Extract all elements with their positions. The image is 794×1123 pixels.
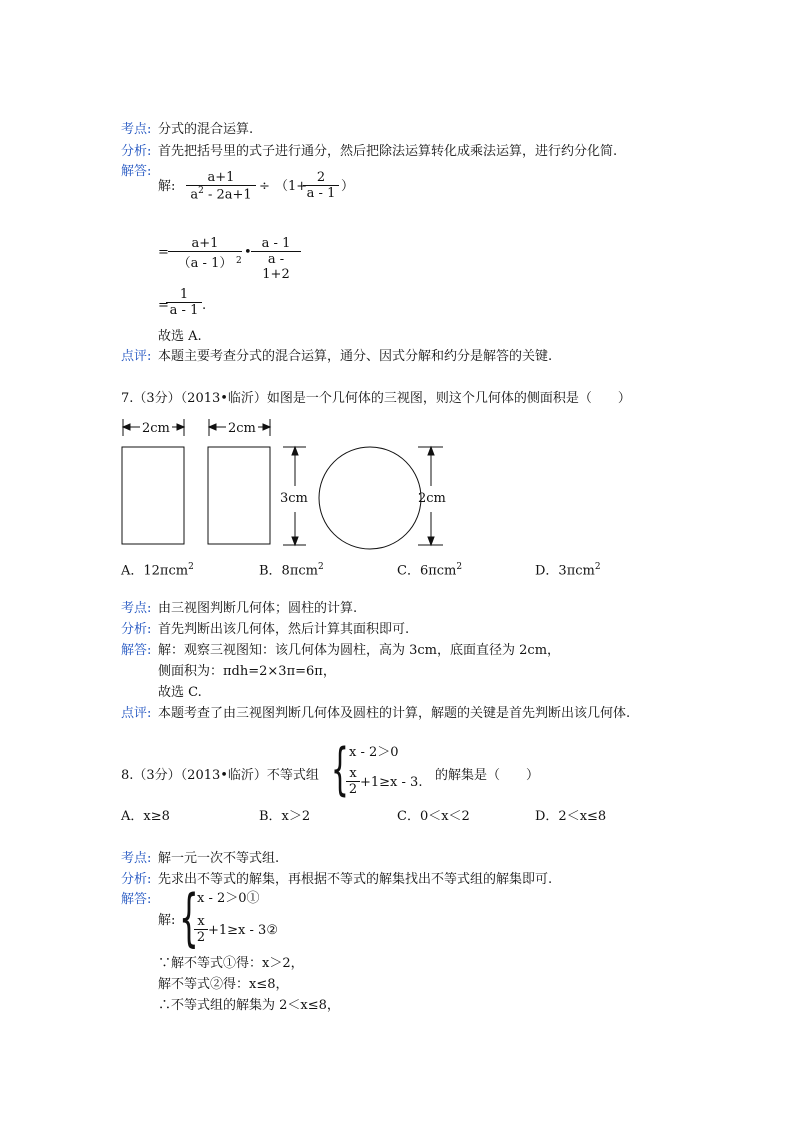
dim-label-3: 3cm bbox=[280, 491, 308, 506]
fenxi-text: 首先判断出该几何体，然后计算其面积即可. bbox=[158, 622, 410, 637]
q8-stem-post: 的解集是（ ） bbox=[435, 768, 540, 783]
jieda-label: 解答: bbox=[121, 643, 152, 658]
q7-option-b: B．8πcm$^2$ bbox=[259, 562, 324, 579]
kaodian-text: 解一元一次不等式组. bbox=[158, 851, 280, 866]
fenxi-text: 首先把括号里的式子进行通分，然后把除法运算转化成乘法运算，进行约分化简. bbox=[158, 144, 618, 159]
q8-option-c: C．0＜x＜2 bbox=[397, 809, 470, 824]
fraction-2: $\frac{2}{a - 1}$ bbox=[303, 170, 339, 201]
q8-sol-ineq-1: x - 2＞0① bbox=[197, 891, 260, 906]
paren-close: ） bbox=[341, 179, 355, 194]
dianping-text: 本题主要考查分式的混合运算，通分、因式分解和约分是解答的关键. bbox=[158, 349, 553, 364]
kaodian-label: 考点: bbox=[121, 851, 152, 866]
fraction-5: $\frac{1}{a - 1}$ bbox=[166, 287, 202, 318]
q8-option-a: A．x≥8 bbox=[121, 809, 170, 824]
fenxi-label: 分析: bbox=[121, 622, 152, 637]
q8-stem-pre: 8.（3分）（2013•临沂）不等式组 bbox=[121, 768, 319, 783]
q7-solution-line-1: 解：观察三视图知：该几何体为圆柱，高为 3cm，底面直径为 2cm， bbox=[158, 643, 561, 658]
q8-option-d: D．2＜x≤8 bbox=[535, 809, 607, 824]
q8-ineq-2-rest: +1≥x - 3. bbox=[360, 775, 423, 790]
q7-option-d: D．3πcm$^2$ bbox=[535, 562, 601, 579]
dianping-label: 点评: bbox=[121, 706, 152, 721]
choose-answer: 故选 A. bbox=[158, 329, 202, 344]
fraction-1-den: $a^2 - 2a+1$ bbox=[186, 185, 256, 202]
top-view-circle bbox=[319, 447, 421, 549]
dianping-label: 点评: bbox=[121, 349, 152, 364]
divide-sign: ÷ bbox=[259, 179, 270, 194]
dim-label-2: 2cm bbox=[228, 421, 256, 436]
left-brace: { bbox=[179, 881, 199, 954]
dim-label-1: 2cm bbox=[142, 421, 170, 436]
q8-option-b: B．x＞2 bbox=[259, 809, 311, 824]
q7-option-c: C．6πcm$^2$ bbox=[397, 562, 463, 579]
kaodian-text: 由三视图判断几何体；圆柱的计算. bbox=[158, 601, 358, 616]
q7-option-a: A．12πcm$^2$ bbox=[121, 562, 194, 579]
fenxi-label: 分析: bbox=[121, 144, 152, 159]
dianping-text: 本题考查了由三视图判断几何体及圆柱的计算，解题的关键是首先判断出该几何体. bbox=[158, 706, 631, 721]
q7-stem: 7.（3分）（2013•临沂）如图是一个几何体的三视图，则这个几何体的侧面积是（ ） bbox=[121, 391, 631, 406]
q7-solution-line-3: 故选 C. bbox=[158, 685, 202, 700]
jie-label: 解: bbox=[158, 913, 176, 928]
equals-1: = bbox=[158, 245, 169, 260]
fraction-1-num: a+1 bbox=[207, 170, 235, 185]
q8-solution-line-3: ∴不等式组的解集为 2＜x≤8， bbox=[158, 998, 340, 1013]
fenxi-text: 先求出不等式的解集，再根据不等式的解集找出不等式组的解集即可. bbox=[158, 872, 553, 887]
fraction-3: $\frac{a+1}{(a - 1)}$ bbox=[168, 236, 242, 271]
q8-solution-line-1: ∵解不等式①得：x＞2， bbox=[158, 956, 304, 971]
q8-ineq-1: x - 2＞0 bbox=[349, 745, 399, 760]
left-brace: { bbox=[331, 737, 349, 802]
q8-solution-line-2: 解不等式②得：x≤8， bbox=[158, 977, 289, 992]
fenxi-label: 分析: bbox=[121, 872, 152, 887]
dim-label-4: 2cm bbox=[418, 491, 446, 506]
jie-label: 解: bbox=[158, 179, 176, 194]
period: . bbox=[202, 298, 207, 313]
paren-open: （1+ bbox=[275, 179, 308, 194]
dot-sign: • bbox=[244, 245, 252, 260]
fraction-4: $\frac{a - 1}{a - 1+2}$ bbox=[251, 236, 301, 282]
front-view-rect bbox=[122, 447, 184, 544]
q8-ineq-2-frac: $\frac{x}{2}$ bbox=[346, 766, 360, 797]
jieda-label: 解答: bbox=[121, 164, 152, 179]
q8-sol-ineq-2-rest: +1≥x - 3② bbox=[208, 923, 278, 938]
kaodian-label: 考点: bbox=[121, 601, 152, 616]
equals-2: = bbox=[158, 298, 169, 313]
q8-sol-ineq-2-frac: $\frac{x}{2}$ bbox=[194, 914, 208, 945]
side-view-rect bbox=[208, 447, 270, 544]
kaodian-label: 考点: bbox=[121, 122, 152, 137]
q7-solution-line-2: 侧面积为：πdh=2×3π=6π， bbox=[158, 664, 336, 679]
kaodian-text: 分式的混合运算. bbox=[158, 122, 254, 137]
jieda-label: 解答: bbox=[121, 892, 152, 907]
fraction-3-exp: 2 bbox=[236, 256, 242, 266]
